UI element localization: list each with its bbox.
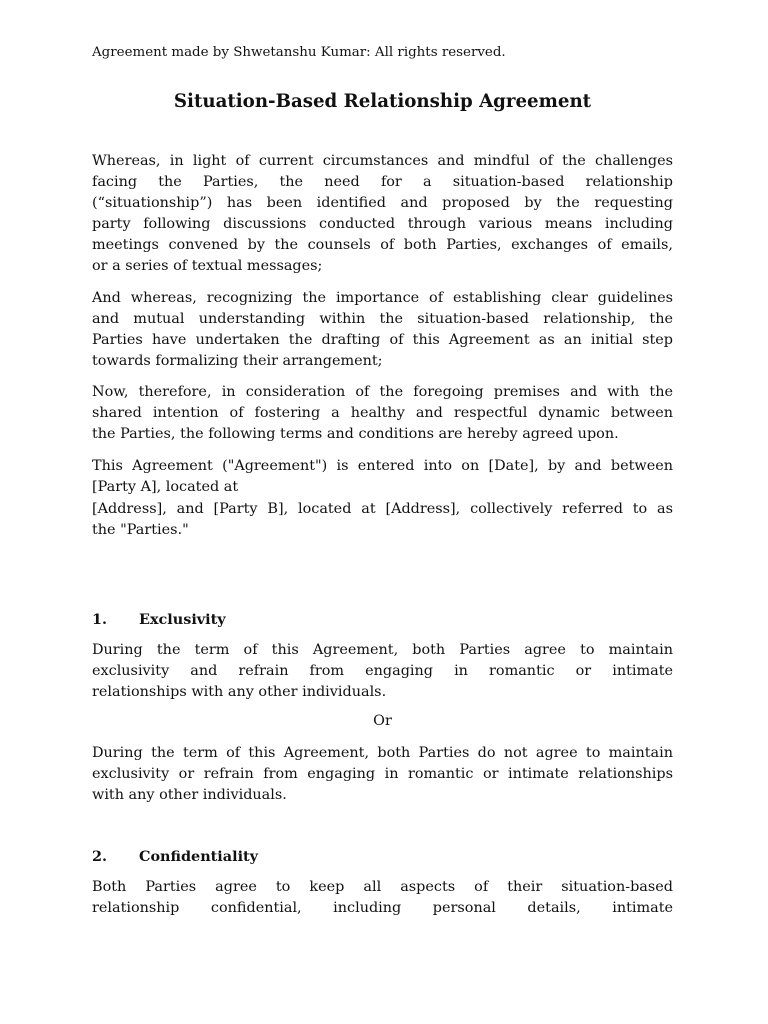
text-line: Now, therefore, in consideration of the foregoing premises and with the	[92, 384, 673, 400]
text-line: Both Parties agree to keep all aspects of their situation-based	[92, 879, 673, 895]
text-line: exclusivity and refrain from engaging in romantic or intimate	[92, 663, 673, 679]
recital-paragraph-3	[92, 382, 673, 445]
text-line: During the term of this Agreement, both Parties agree to maintain	[92, 642, 673, 658]
text-line: and mutual understanding within the situation-based relationship, the	[92, 311, 673, 327]
section-number: 2.	[92, 848, 108, 865]
text-line: This Agreement ("Agreement") is entered into on [Date], by and between	[92, 458, 673, 474]
text-line: [Party A], located at	[92, 479, 239, 495]
text-line: relationships with any other individuals.	[92, 684, 387, 700]
parties-clause-part-1	[92, 456, 673, 498]
text-line: [Address], and [Party B], located at [Address], collectively referred to as	[92, 501, 673, 517]
section-heading-confidentiality	[92, 846, 258, 867]
text-line: And whereas, recognizing the importance of establishing clear guidelines	[92, 290, 673, 306]
text-line: or a series of textual messages;	[92, 258, 323, 274]
text-line: (“situationship”) has been identified and proposed by the requesting	[92, 195, 673, 211]
text-line: the "Parties."	[92, 522, 189, 538]
section-title: Exclusivity	[139, 611, 226, 628]
confidentiality-body	[92, 877, 673, 919]
text-line: towards formalizing their arrangement;	[92, 353, 383, 369]
text-line: relationship confidential, including personal details, intimate	[92, 900, 673, 916]
text-line: During the term of this Agreement, both Parties do not agree to maintain	[92, 745, 673, 761]
copyright-header: Agreement made by Shwetanshu Kumar: All rights reserved.	[92, 45, 506, 60]
section-number: 1.	[92, 611, 108, 628]
recital-paragraph-1	[92, 151, 673, 277]
text-line: meetings convened by the counsels of both Parties, exchanges of emails,	[92, 237, 673, 253]
text-line: party following discussions conducted through various means including	[92, 216, 673, 232]
recital-paragraph-2	[92, 288, 673, 372]
text-line: exclusivity or refrain from engaging in romantic or intimate relationships	[92, 766, 673, 782]
section-heading-exclusivity	[92, 609, 226, 630]
text-line: facing the Parties, the need for a situation-based relationship	[92, 174, 673, 190]
document-title: Situation-Based Relationship Agreement	[173, 91, 592, 112]
text-line: the Parties, the following terms and conditions are hereby agreed upon.	[92, 426, 619, 442]
text-line: Whereas, in light of current circumstances and mindful of the challenges	[92, 153, 673, 169]
parties-clause-part-2	[92, 499, 673, 541]
section-title: Confidentiality	[139, 848, 259, 865]
exclusivity-option-a	[92, 640, 673, 703]
text-line: with any other individuals.	[92, 787, 287, 803]
text-line: shared intention of fostering a healthy and respectful dynamic between	[92, 405, 673, 421]
or-separator: Or	[373, 713, 392, 729]
text-line: Parties have undertaken the drafting of this Agreement as an initial step	[92, 332, 673, 348]
exclusivity-option-b	[92, 743, 673, 806]
